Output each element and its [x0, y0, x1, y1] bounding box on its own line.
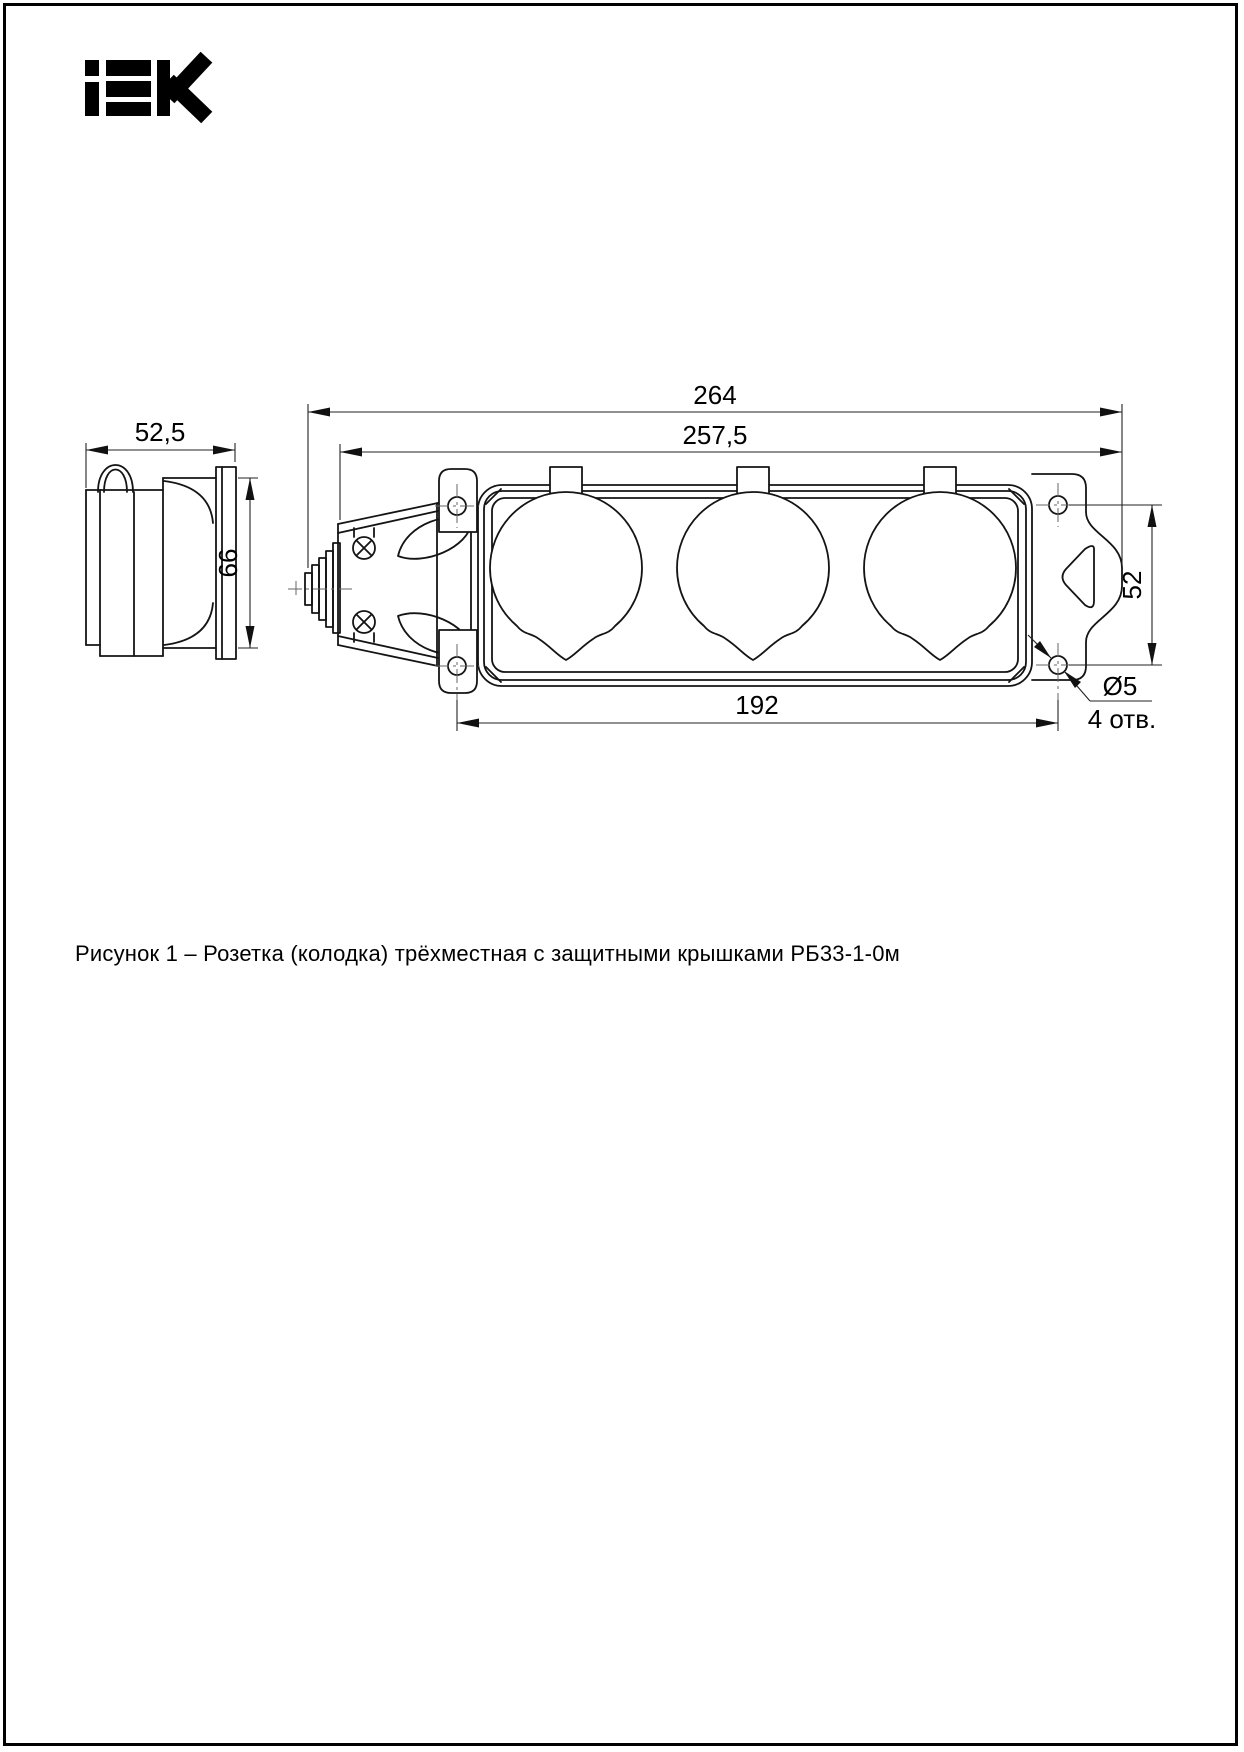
front-view — [288, 380, 1162, 734]
dim-height-label: 66 — [213, 548, 243, 578]
logo-i-stem — [85, 82, 99, 116]
dim-overall-width-label: 264 — [693, 380, 737, 410]
body-dome-arc-top — [164, 481, 213, 523]
dim-hole-offset-label: 52 — [1117, 570, 1147, 600]
logo-k-lower-arm — [174, 86, 201, 112]
hole-diameter-label: Ø5 — [1102, 671, 1138, 701]
socket-cover-1 — [490, 492, 642, 660]
logo-e-bar — [106, 81, 151, 97]
dim-hole-offset — [1069, 505, 1162, 665]
logo-e-bar — [106, 102, 151, 116]
hole-count-label: 4 отв. — [1087, 704, 1157, 734]
dim-depth-label: 52,5 — [134, 417, 186, 447]
iek-logo — [85, 60, 201, 116]
socket-cover-2 — [677, 492, 829, 660]
ear-keyhole-cutout — [1063, 546, 1095, 607]
side-view — [86, 417, 258, 659]
dim-body-width-label: 257,5 — [682, 420, 748, 450]
dim-hole-span — [457, 690, 1058, 731]
socket-cover-3 — [864, 492, 1016, 660]
mount-tab-top-left — [439, 469, 477, 532]
body-dome-arc-bottom — [164, 603, 213, 645]
clamp-screw — [353, 611, 375, 633]
logo-e-bar — [106, 60, 151, 76]
mount-tab-bottom-left — [439, 630, 477, 693]
clamp-screw — [353, 537, 375, 559]
logo-i-dot — [85, 60, 99, 76]
dim-hole-span-label: 192 — [735, 690, 779, 720]
cable-gland — [288, 543, 356, 633]
hinge-arc-inner — [104, 470, 127, 493]
hole-callout — [1028, 635, 1156, 734]
figure-caption: Рисунок 1 – Розетка (колодка) трёхместная с защитными крышками РБ33-1-0м — [75, 941, 900, 966]
